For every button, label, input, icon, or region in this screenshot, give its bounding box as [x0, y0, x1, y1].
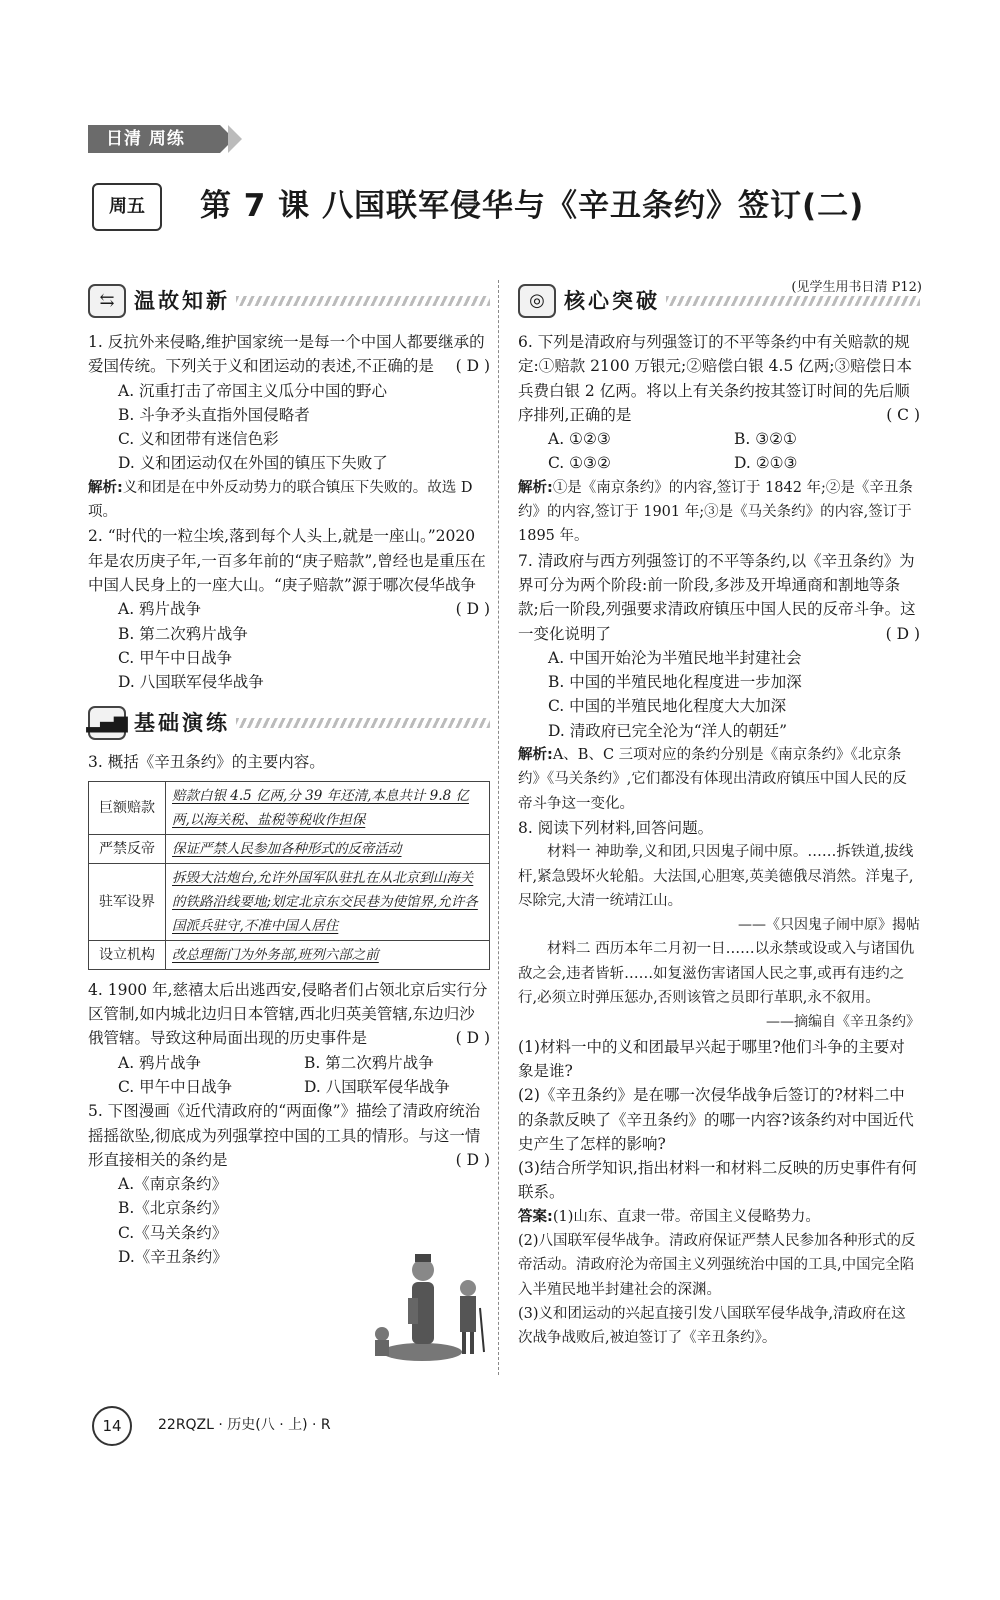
right-column [518, 284, 920, 1350]
option: D. 八国联军侵华战争 [118, 673, 264, 692]
question-3 [88, 750, 490, 969]
option: D. 义和团运动仅在外国的镇压下失败了 [118, 454, 388, 473]
table-row [89, 781, 490, 834]
option: A. 沉重打击了帝国主义瓜分中国的野心 [118, 381, 388, 400]
material-2-source: ——摘编自《辛丑条约》 [766, 1014, 920, 1031]
header-banner: 日清 周练 [88, 125, 220, 153]
question-text: 2. “时代的一粒尘埃,落到每个人头上,就是一座山。”2020 年是农历庚子年,一百多年前的“庚子赔款”,曾经也是重压在中国人民身上的一座大山。“庚子赔款”源于哪次侵华战争 [88, 527, 486, 594]
option-row [88, 1051, 490, 1075]
answer-text: (1)山东、直隶一带。帝国主义侵略势力。 [552, 1208, 820, 1225]
option-row [518, 451, 920, 475]
question-text: 7. 清政府与西方列强签订的不平等条约,以《辛丑条约》为界可分为两个阶段:前一阶段,多涉及开埠通商和割地等条款;后一阶段,列强要求清政府镇压中国人民的反帝斗争。这一变化说明了 [518, 551, 916, 643]
question-text: 6. 下列是清政府与列强签订的不平等条约中有关赔款的规定:①赔款 2100 万银元;②赔偿白银 4.5 亿两;③赔偿日本兵费白银 2 亿两。将以上有关条约按其签订时间的先后顺序排列,正确的是 [518, 333, 912, 424]
analysis-label: 解析: [518, 479, 553, 496]
lesson-title: 第 7 课 八国联军侵华与《辛丑条约》签订(二) [200, 188, 865, 224]
option: D.《辛丑条约》 [118, 1248, 228, 1267]
section-practice-header [88, 706, 490, 740]
question-text: 8. 阅读下列材料,回答问题。 [518, 818, 714, 837]
question-text: 3. 概括《辛丑条约》的主要内容。 [88, 753, 325, 772]
section-title: 核心突破 [564, 288, 660, 313]
book-code: 22RQZL · 历史(八 · 上) · R [158, 1417, 331, 1433]
section-review-header [88, 284, 490, 318]
question-7 [518, 549, 920, 816]
table-cell: 赔款白银 4.5 亿两,分 39 年还清,本息共计 9.8 亿两,以海关税、盐税等税收作担保 [166, 781, 490, 834]
answer-label: 答案: [518, 1208, 553, 1225]
material-2: 材料二 西历本年二月初一日……以永禁或设或入与诸国仇敌之会,违者皆斩……如复滋伤害诸国人民之事,或再有违约之行,必须立时弹压惩办,否则该管之员即行革职,永不叙用。 [518, 941, 915, 1007]
table-cell: 保证严禁人民参加各种形式的反帝活动 [166, 834, 490, 863]
analysis-label: 解析: [518, 747, 553, 764]
chart-icon: ▂▄▆ [88, 706, 126, 740]
qing-cartoon-image [360, 1248, 495, 1366]
answer-mark: ( D ) [455, 1029, 490, 1048]
question-2 [88, 524, 490, 694]
section-stripe [236, 718, 490, 728]
question-text: 1. 反抗外来侵略,维护国家统一是每一个中国人都要继承的爱国传统。下列关于义和团运动的表述,不正确的是 [88, 333, 485, 376]
option: A. 鸦片战争 [118, 1053, 202, 1072]
answer-mark: ( C ) [886, 405, 920, 424]
option: C. 义和团带有迷信色彩 [118, 430, 279, 449]
question-8 [518, 816, 920, 1351]
material-1-source: ——《只因鬼子闹中原》揭帖 [738, 917, 920, 934]
treaty-table [88, 781, 490, 970]
answer-3: (3)义和团运动的兴起直接引发八国联军侵华战争,清政府在这次战争战败后,被迫签订了《辛丑条约》。 [518, 1305, 906, 1347]
table-head: 严禁反帝 [89, 834, 166, 863]
question-text: 4. 1900 年,慈禧太后出逃西安,侵略者们占领北京后实行分区管制,如内城北边归日本管辖,西北归英美管辖,东边归沙俄管辖。导致这种局面出现的历史事件是 [88, 980, 488, 1048]
section-stripe [666, 296, 920, 306]
question-4 [88, 978, 490, 1099]
option: A.《南京条约》 [118, 1175, 228, 1194]
option: C. 甲午中日战争 [118, 1077, 233, 1096]
question-text: 5. 下图漫画《近代清政府的“两面像”》描绘了清政府统治摇摇欲坠,彻底成为列强掌控中国的工具的情形。与这一情形直接相关的条约是 [88, 1102, 481, 1169]
section-core-header [518, 284, 920, 318]
table-row [89, 863, 490, 940]
page-number: 14 [92, 1406, 132, 1446]
option: B. 第二次鸦片战争 [304, 1053, 434, 1072]
answer-mark: ( D ) [455, 357, 490, 376]
question-1 [88, 330, 490, 524]
answer-1 [518, 1205, 920, 1229]
question-6 [518, 330, 920, 549]
sub-question-1: (1)材料一中的义和团最早兴起于哪里?他们斗争的主要对象是谁? [518, 1037, 905, 1080]
analysis-label: 解析: [88, 479, 123, 496]
column-divider [498, 280, 500, 1375]
option-row [88, 1075, 490, 1099]
option: B. 斗争矛头直指外国侵略者 [118, 405, 310, 424]
option: A. ①②③ [548, 430, 611, 449]
option: B. 中国的半殖民地化程度进一步加深 [548, 673, 802, 692]
option-row [518, 427, 920, 451]
analysis [518, 743, 920, 816]
target-icon: ◎ [518, 284, 556, 318]
answer-mark: ( D ) [455, 600, 490, 619]
material-1: 材料一 神助拳,义和团,只因鬼子闹中原。……拆铁道,拔线杆,紧急毁坏火轮船。大法国,心胆寒,英美德俄尽消然。洋鬼子,尽除完,大清一统靖江山。 [518, 844, 914, 909]
option: C. 中国的半殖民地化程度大大加深 [548, 697, 787, 716]
section-stripe [236, 296, 490, 306]
section-title: 基础演练 [134, 711, 230, 736]
analysis-text: A、B、C 三项对应的条约分别是《南京条约》《北京条约》《马关条约》,它们都没有体现出清政府镇压中国人民的反帝斗争这一变化。 [518, 747, 907, 812]
option: A. 中国开始沦为半殖民地半封建社会 [548, 648, 802, 667]
sub-question-3: (3)结合所学知识,指出材料一和材料二反映的历史事件有何联系。 [518, 1159, 917, 1202]
answer-mark: ( D ) [885, 624, 920, 643]
table-head: 设立机构 [89, 940, 166, 969]
sub-question-2: (2)《辛丑条约》是在哪一次侵华战争后签订的?材料二中的条款反映了《辛丑条约》的哪一内容?该条约对中国近代史产生了怎样的影响? [518, 1086, 914, 1153]
option: C.《马关条约》 [118, 1223, 228, 1242]
option: A. 鸦片战争 [118, 600, 202, 619]
option: D. 八国联军侵华战争 [304, 1077, 450, 1096]
option: B.《北京条约》 [118, 1199, 228, 1218]
analysis-text: ①是《南京条约》的内容,签订于 1842 年;②是《辛丑条约》的内容,签订于 1901 年;③是《马关条约》的内容,签订于 1895 年。 [518, 479, 913, 545]
analysis [518, 476, 920, 549]
table-head: 巨额赔款 [89, 781, 166, 834]
day-tag: 周五 [92, 183, 162, 231]
option: D. 清政府已完全沦为“洋人的朝廷” [548, 721, 788, 740]
table-row [89, 940, 490, 969]
table-cell: 改总理衙门为外务部,班列六部之前 [166, 940, 490, 969]
reference-note: (见学生用书日清 P12) [791, 280, 922, 295]
analysis [88, 476, 490, 525]
section-title: 温故知新 [134, 288, 230, 313]
left-column [88, 284, 490, 1269]
arrows-icon: ⇆ [88, 284, 126, 318]
table-head: 驻军设界 [89, 863, 166, 940]
question-5 [88, 1099, 490, 1269]
answer-mark: ( D ) [455, 1150, 490, 1169]
option: C. 甲午中日战争 [118, 648, 233, 667]
option: B. ③②① [734, 430, 797, 449]
option: B. 第二次鸦片战争 [118, 624, 248, 643]
option: C. ①③② [548, 454, 611, 473]
banner-arrow-shadow [228, 125, 242, 153]
analysis-text: 义和团是在中外反动势力的联合镇压下失败的。故选 D 项。 [88, 479, 473, 521]
table-row [89, 834, 490, 863]
table-cell: 拆毁大沽炮台,允许外国军队驻扎在从北京到山海关的铁路沿线要地;划定北京东交民巷为使馆界,允许各国派兵驻守,不准中国人居住 [166, 863, 490, 940]
option: D. ②①③ [734, 454, 798, 473]
answer-2: (2)八国联军侵华战争。清政府保证严禁人民参加各种形式的反帝活动。清政府沦为帝国主义列强统治中国的工具,中国完全陷入半殖民地半封建社会的深渊。 [518, 1232, 916, 1298]
